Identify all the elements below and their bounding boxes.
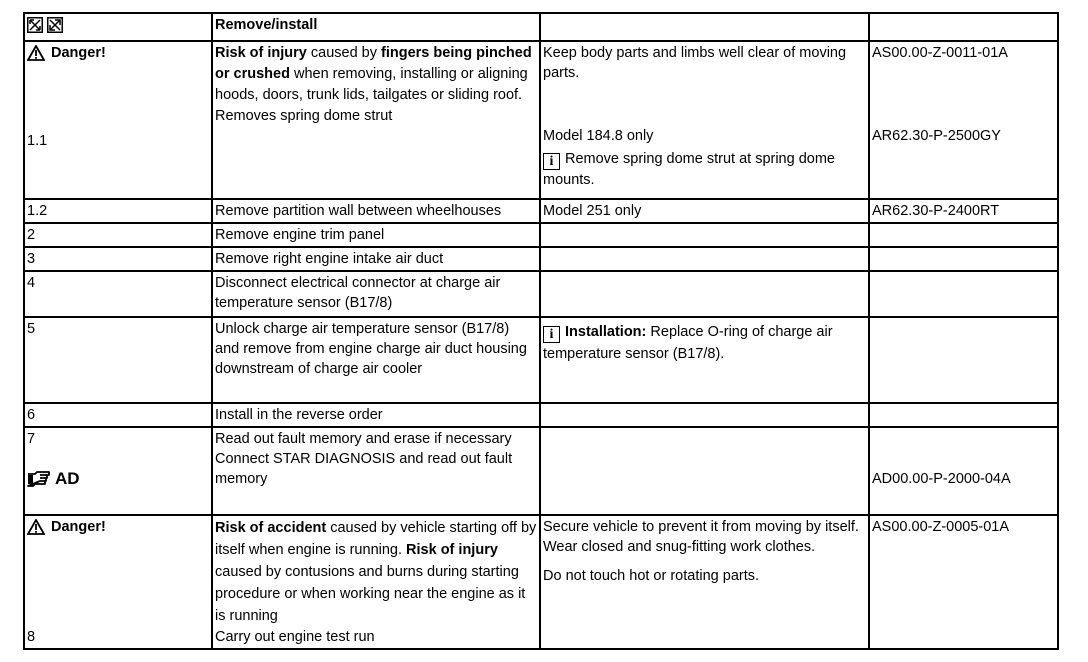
danger-label: Danger! bbox=[27, 517, 106, 537]
note-cell bbox=[540, 271, 869, 317]
note-cell bbox=[540, 515, 869, 649]
collapse-window-icon[interactable] bbox=[47, 17, 63, 33]
reference-cell bbox=[869, 403, 1058, 427]
step-number: 7 bbox=[27, 431, 36, 447]
warning-triangle-icon bbox=[27, 45, 45, 61]
description-cell bbox=[212, 427, 540, 515]
danger-description: Risk of accident caused by vehicle starting off by itself when engine is running. Risk of injury caused by contusions and burns during starting procedure or when working near the engine as it is running bbox=[215, 520, 537, 624]
table-row bbox=[24, 199, 1058, 223]
safety-note: Wear closed and snug-fitting work clothes. bbox=[543, 539, 816, 555]
step-number: 1.2 bbox=[24, 199, 212, 223]
table-row bbox=[24, 223, 1058, 247]
reference-cell bbox=[869, 247, 1058, 271]
table-row bbox=[24, 403, 1058, 427]
reference-link[interactable]: AS00.00-Z-0011-01A bbox=[872, 45, 1008, 61]
table-row bbox=[24, 515, 1058, 649]
reference-link[interactable]: AR62.30-P-2400RT bbox=[869, 199, 1058, 223]
info-icon: i bbox=[543, 153, 560, 170]
note-cell bbox=[540, 247, 869, 271]
step-description: Remove right engine intake air duct bbox=[212, 247, 540, 271]
safety-note: Do not touch hot or rotating parts. bbox=[543, 568, 760, 584]
reference-link[interactable]: AD00.00-P-2000-04A bbox=[872, 471, 1011, 487]
reference-cell bbox=[869, 271, 1058, 317]
diagnosis-description: Connect STAR DIAGNOSIS and read out fault memory bbox=[215, 451, 513, 487]
table-row bbox=[24, 247, 1058, 271]
step-number: 2 bbox=[24, 223, 212, 247]
table-row bbox=[24, 427, 1058, 515]
step-description: Read out fault memory and erase if necessary bbox=[215, 431, 512, 447]
step-number: 5 bbox=[24, 317, 212, 403]
expand-window-icon[interactable] bbox=[27, 17, 43, 33]
step-number: 3 bbox=[24, 247, 212, 271]
step-number: 1.1 bbox=[27, 133, 48, 149]
reference-link[interactable]: AR62.30-P-2500GY bbox=[872, 128, 1001, 144]
danger-label: Danger! bbox=[27, 43, 106, 63]
step-description: Disconnect electrical connector at charge air temperature sensor (B17/8) bbox=[212, 271, 540, 317]
info-icon: i bbox=[543, 326, 560, 343]
pointing-hand-icon bbox=[27, 470, 53, 488]
header-title: Remove/install bbox=[212, 13, 540, 41]
table-row bbox=[24, 317, 1058, 403]
header-icons-cell bbox=[24, 13, 212, 41]
model-note: Model 184.8 only bbox=[543, 128, 654, 144]
step-cell bbox=[24, 515, 212, 649]
note-cell bbox=[540, 41, 869, 199]
reference-link[interactable]: AS00.00-Z-0005-01A bbox=[872, 519, 1010, 535]
warning-triangle-icon bbox=[27, 519, 45, 535]
header-empty-cell bbox=[540, 13, 869, 41]
danger-description: Risk of injury caused by fingers being pinched or crushed when removing, installing or aligning hoods, doors, trunk lids, tailgates or sliding roof. bbox=[215, 45, 532, 103]
step-description: Carry out engine test run bbox=[215, 629, 375, 645]
note-cell bbox=[540, 223, 869, 247]
step-number: 4 bbox=[24, 271, 212, 317]
step-description: Removes spring dome strut bbox=[215, 108, 393, 124]
safety-note: Keep body parts and limbs well clear of moving parts. bbox=[543, 45, 847, 81]
description-cell bbox=[212, 515, 540, 649]
step-description: Install in the reverse order bbox=[212, 403, 540, 427]
step-number: 6 bbox=[24, 403, 212, 427]
table-row bbox=[24, 271, 1058, 317]
diagnosis-label: AD bbox=[27, 469, 80, 489]
table-header-row bbox=[24, 13, 1058, 41]
reference-cell bbox=[869, 515, 1058, 649]
note-cell bbox=[540, 403, 869, 427]
table-row bbox=[24, 41, 1058, 199]
reference-cell bbox=[869, 317, 1058, 403]
step-number: 8 bbox=[27, 629, 36, 645]
reference-cell bbox=[869, 427, 1058, 515]
note-cell bbox=[540, 427, 869, 515]
model-note: Model 251 only bbox=[540, 199, 869, 223]
description-cell bbox=[212, 41, 540, 199]
reference-cell bbox=[869, 223, 1058, 247]
step-cell bbox=[24, 427, 212, 515]
step-description: Remove partition wall between wheelhouses bbox=[212, 199, 540, 223]
header-empty-cell bbox=[869, 13, 1058, 41]
safety-note: Secure vehicle to prevent it from moving by itself. bbox=[543, 519, 859, 535]
info-note: i Installation: Replace O-ring of charge air temperature sensor (B17/8). bbox=[540, 317, 869, 403]
step-description: Remove engine trim panel bbox=[212, 223, 540, 247]
procedure-table bbox=[23, 12, 1059, 650]
step-cell bbox=[24, 41, 212, 199]
info-note: i Remove spring dome strut at spring dome mounts. bbox=[543, 151, 835, 188]
reference-cell bbox=[869, 41, 1058, 199]
step-description: Unlock charge air temperature sensor (B17/8) and remove from engine charge air duct housing downstream of charge air cooler bbox=[212, 317, 540, 403]
